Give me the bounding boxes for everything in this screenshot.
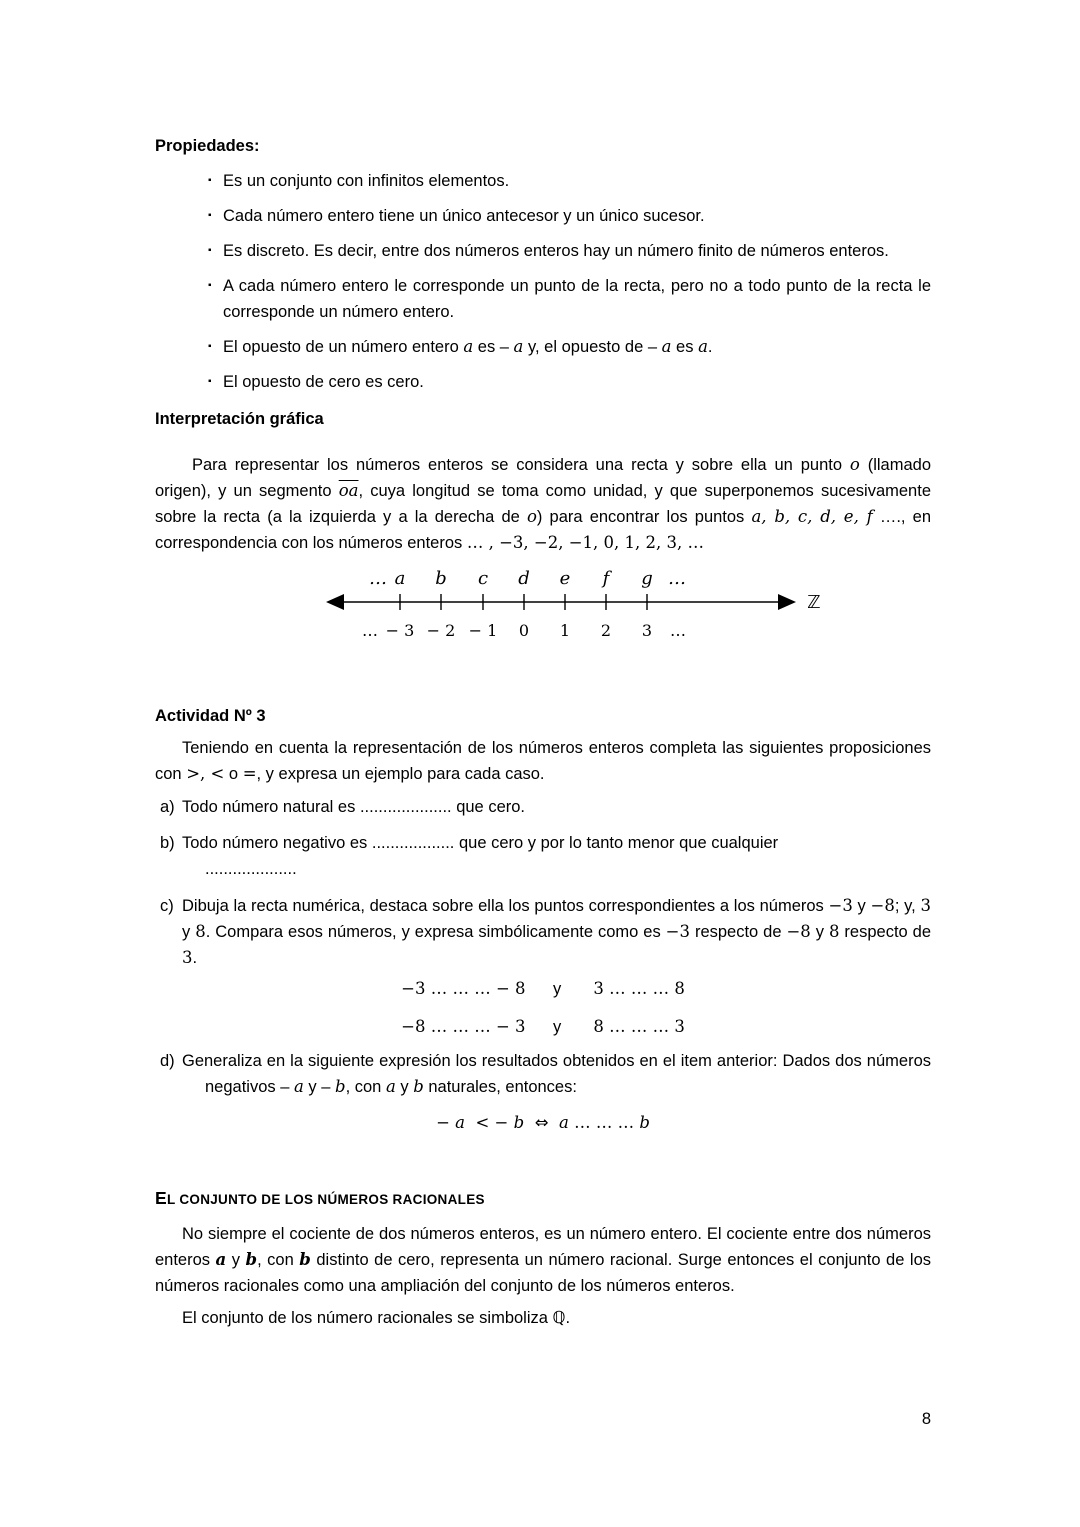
numberline-bottom-label: … (670, 621, 686, 640)
activity-item-a (160, 794, 931, 820)
numberline-top-label: d (518, 568, 530, 589)
numberline-top-label: a (394, 568, 406, 589)
bullet-icon: ▪ (208, 210, 212, 221)
numberline-top-label: c (477, 568, 489, 589)
list-item-text: Es un conjunto con infinitos elementos. (223, 172, 510, 190)
numberline-top-label: … (369, 568, 387, 589)
item-label: b) (160, 834, 175, 852)
item-text: Dibuja la recta numérica, destaca sobre ella los puntos correspondientes a los números −3 y −8; y, 3 y 8. Compara esos números, y expresa simbólicamente como es −3 respecto de −8 y 8 respecto de 3. (182, 896, 932, 967)
racionales-heading: EL CONJUNTO DE LOS NÚMEROS RACIONALES (155, 1188, 485, 1208)
comparison-line-1: −3 … … … − 8 y 3 … … … 8 (401, 979, 685, 998)
bullet-icon: ▪ (208, 376, 212, 387)
activity-item-b (160, 830, 931, 882)
item-label: d) (160, 1052, 175, 1070)
numberline-top-label: f (602, 568, 610, 589)
item-text: Generaliza en la siguiente expresión los resultados obtenidos en el item anterior: Dados dos números negativos – a y – b, con a y b naturales, entonces: (182, 1052, 931, 1096)
interpretacion-paragraph: Para representar los números enteros se considera una recta y sobre ella un punto o (llamado origen), y un segmento $\overline{oa}$, cuya longitud se toma como unidad, y que superponemos sucesivamente sobre la recta (a la izquierda y a la derecha de o) para encontrar los puntos a, b, c, d, e, f …., en correspondencia con los números enteros … , −3, −2, −1, 0, 1, 2, 3, … (155, 455, 932, 552)
generalization-expression: − a < − b ⇔ a … … … b (436, 1113, 650, 1132)
numberline-top-label: e (559, 568, 571, 589)
dotted-blank: .................... (205, 860, 297, 878)
list-item (208, 238, 931, 264)
item-text: Todo número negativo es .................. que cero y por lo tanto menor que cualquier (182, 834, 779, 852)
page-number: 8 (921, 1410, 931, 1428)
integers-set-symbol: ℤ (807, 592, 821, 613)
numberline-top-label: b (435, 568, 447, 589)
propiedades-heading: Propiedades: (155, 137, 260, 155)
comparison-line-2: −8 … … … − 3 y 8 … … … 3 (401, 1017, 685, 1036)
item-text: Todo número natural es .................... que cero. (182, 798, 526, 816)
numberline-bottom-label: 0 (518, 621, 530, 640)
list-item (208, 203, 931, 229)
bullet-icon: ▪ (208, 280, 212, 291)
list-item (208, 334, 931, 360)
page-content (155, 133, 931, 1331)
number-line-figure (322, 560, 842, 640)
list-item-text: El opuesto de cero es cero. (223, 373, 424, 391)
actividad-intro: Teniendo en cuenta la representación de los números enteros completa las siguientes proposiciones con >, < o =, y expresa un ejemplo para cada caso. (155, 739, 931, 783)
numberline-top-label: g (641, 568, 653, 589)
activity-item-c (160, 893, 931, 971)
item-body (182, 1048, 931, 1100)
list-item-text: Cada número entero tiene un único antecesor y un único sucesor. (223, 207, 705, 225)
numberline-bottom-label: − 3 (385, 621, 415, 640)
numberline-bottom-label: − 1 (468, 621, 498, 640)
bullet-icon: ▪ (208, 245, 212, 256)
numberline-bottom-label: 2 (600, 621, 612, 640)
item-body (182, 893, 931, 971)
item-body (182, 794, 931, 820)
propiedades-list (208, 168, 931, 395)
list-item (208, 168, 931, 194)
left-arrow-icon (326, 594, 344, 610)
item-label: c) (160, 897, 174, 915)
racionales-closing: El conjunto de los número racionales se simboliza ℚ. (182, 1308, 571, 1327)
numberline-bottom-label: − 2 (426, 621, 456, 640)
numberline-bottom-label: 3 (641, 621, 653, 640)
item-body (182, 830, 931, 882)
activity-item-d (160, 1048, 931, 1100)
bullet-icon: ▪ (208, 341, 212, 352)
list-item-text: A cada número entero le corresponde un punto de la recta, pero no a todo punto de la recta le corresponde un número entero. (223, 277, 931, 321)
list-item-text: Es discreto. Es decir, entre dos números enteros hay un número finito de números enteros. (223, 242, 889, 260)
list-item (208, 273, 931, 325)
number-line-svg (322, 560, 842, 640)
right-arrow-icon (778, 594, 796, 610)
item-label: a) (160, 798, 175, 816)
numberline-bottom-label: … (362, 621, 378, 640)
list-item (208, 369, 931, 395)
interpretacion-heading: Interpretación gráfica (155, 410, 324, 428)
bullet-icon: ▪ (208, 175, 212, 186)
numberline-top-label: … (668, 568, 686, 589)
numberline-bottom-label: 1 (559, 621, 571, 640)
list-item-text: El opuesto de un número entero a es – a y, el opuesto de – a es a. (223, 337, 713, 356)
racionales-paragraph: No siempre el cociente de dos números enteros, es un número entero. El cociente entre dos números enteros a y b, con b distinto de cero, representa un número racional. Surge entonces el conjunto de los números racionales como una ampliación del conjunto de los números enteros. (155, 1225, 932, 1295)
actividad-heading: Actividad Nº 3 (155, 707, 266, 725)
